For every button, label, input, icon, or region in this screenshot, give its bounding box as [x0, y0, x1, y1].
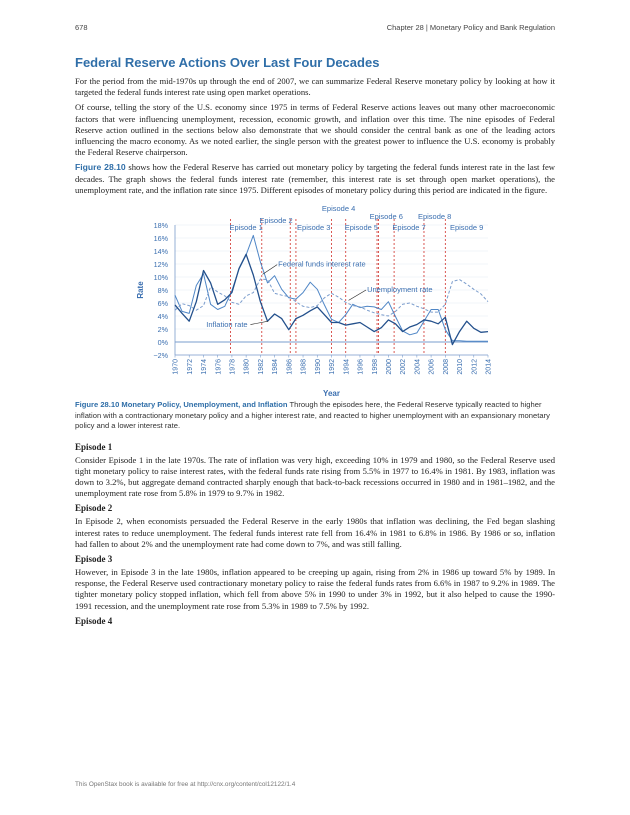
- y-tick-label: 2%: [157, 324, 168, 334]
- caption-label: Figure 28.10 Monetary Policy, Unemployment, and Inflation: [75, 400, 288, 410]
- x-tick-label: 2014: [485, 359, 493, 375]
- content: [75, 55, 555, 629]
- y-tick-label: 6%: [157, 298, 168, 308]
- x-tick-label: 1988: [300, 359, 308, 375]
- x-tick-label: 2010: [457, 359, 465, 375]
- y-tick-label: 10%: [153, 272, 168, 282]
- figure-intro-paragraph: [75, 162, 555, 196]
- figure-reference-link[interactable]: Figure 28.10: [75, 162, 126, 173]
- episode-label: Episode 1: [229, 223, 263, 233]
- episode-label: Episode 5: [344, 223, 379, 233]
- episode-paragraph: However, in Episode 3 in the late 1980s, inflation appeared to be creeping up again, rising from 2% in 1986 up toward 5% by 1989. In response, the Federal Reserve used contractionary monetary policy to raise the federal funds rates from 6.6% in 1987 to 9.2% in 1989. The tighter monetary policy stopped inflation, which fell from above 5% in 1990 to under 3% in 1992, but it also helped to cause the 1990-1991 recession, and the unemployment rate rose from 5.3% in 1989 to 7.5% by 1992.: [75, 566, 555, 611]
- y-tick-label: 14%: [153, 246, 168, 256]
- x-tick-label: 2000: [386, 359, 394, 375]
- x-tick-label: 2004: [414, 359, 422, 375]
- chapter-header: Chapter 28 | Monetary Policy and Bank Regulation: [386, 23, 555, 32]
- y-tick-label: −2%: [153, 350, 168, 360]
- episode-heading: Episode 2: [75, 503, 113, 514]
- x-tick-label: 1972: [186, 359, 194, 375]
- x-tick-label: 1992: [329, 359, 337, 375]
- episode-heading: Episode 1: [75, 441, 113, 452]
- chart: [75, 200, 555, 400]
- y-tick-label: 8%: [157, 285, 168, 295]
- series-label: Unemployment rate: [367, 284, 433, 294]
- intro-paragraph-1: For the period from the mid-1970s up through the end of 2007, we can summarize Federal Reserve monetary policy by looking at how it targeted the federal funds interest rate using open market operations.: [75, 76, 555, 98]
- x-tick-label: 1990: [314, 359, 322, 375]
- episode-label: Episode 6: [369, 212, 403, 222]
- episode-label: Episode 7: [392, 223, 426, 233]
- episode-label: Episode 9: [449, 223, 484, 233]
- x-axis-title: Year: [323, 389, 340, 399]
- y-tick-label: 16%: [153, 233, 168, 243]
- y-tick-label: 12%: [153, 259, 168, 269]
- caption-text: Through the episodes here, the Federal Reserve typically reacted to higher inflation with a contractionary monetary policy and a higher interest rate, and reacted to higher unemployment with an expansionary monetary policy and a lower interest rate.: [75, 400, 550, 431]
- x-tick-label: 1986: [286, 359, 294, 375]
- x-tick-label: 1970: [172, 359, 180, 375]
- x-tick-label: 1994: [343, 359, 351, 375]
- x-tick-label: 1996: [357, 359, 365, 375]
- x-tick-label: 2012: [471, 359, 479, 375]
- series-label-leader: [262, 265, 277, 275]
- x-tick-label: 2002: [400, 359, 408, 375]
- episode-label: Episode 2: [259, 216, 293, 226]
- episode-heading: Episode 4: [75, 615, 113, 626]
- series-label-leader: [349, 290, 366, 300]
- figure-intro-text: shows how the Federal Reserve has carried out monetary policy by targeting the federal funds interest rate in the last few decades. The graph shows the federal funds interest rate (remember, this interest rate is set through open market operations), the unemployment rate, and the inflation rate since 1975. Different episodes of monetary policy during this period are indicated in the figure.: [75, 162, 555, 195]
- footer: This OpenStax book is available for free at http://cnx.org/content/col12122/1.4: [75, 781, 296, 788]
- y-tick-label: 4%: [157, 311, 168, 321]
- x-tick-label: 1976: [215, 359, 223, 375]
- figure-28-10: [75, 200, 555, 400]
- episodes-section: [75, 442, 555, 626]
- x-tick-label: 1984: [272, 359, 280, 375]
- x-tick-label: 1998: [371, 359, 379, 375]
- x-tick-label: 1980: [243, 359, 251, 375]
- y-axis-title: Rate: [136, 281, 145, 299]
- episode-label: Episode 4: [321, 204, 356, 214]
- y-tick-label: 0%: [157, 337, 168, 347]
- episode-label: Episode 8: [417, 212, 452, 222]
- episode-paragraph: In Episode 2, when economists persuaded the Federal Reserve in the early 1980s that inflation was declining, the Fed began slashing interest rates to reduce unemployment. The federal funds interest rate fell from 16.4% in 1981 to 6.8% in 1986. By 1986 or so, inflation had fallen to about 2% and the unemployment rate had come down to 7%, and was still falling.: [75, 516, 555, 549]
- y-tick-label: 18%: [153, 220, 168, 230]
- series-label: Federal funds interest rate: [278, 259, 366, 269]
- x-tick-label: 1978: [229, 359, 237, 375]
- x-tick-label: 1982: [257, 359, 265, 375]
- section-title: Federal Reserve Actions Over Last Four Decades: [75, 55, 380, 70]
- series-label-leader: [250, 321, 268, 324]
- series-label: Inflation rate: [206, 320, 248, 330]
- x-tick-label: 2008: [442, 359, 450, 375]
- episode-paragraph: Consider Episode 1 in the late 1970s. The rate of inflation was very high, exceeding 10% in 1979 and 1980, so the Federal Reserve used tight monetary policy to raise interest rates, with the federal funds rate rising from 5.5% in 1977 to 16.4% in 1981. By 1983, inflation was down to 3.2%, but aggregate demand contracted sharply enough that back-to-back recessions occurred in 1980 and in 1981–1982, and the unemployment rate rose from 5.8% in 1979 to 9.7% in 1982.: [75, 454, 555, 499]
- intro-paragraph-2: Of course, telling the story of the U.S. economy since 1975 in terms of Federal Reserve actions leaves out many other macroeconomic factors that were influencing unemployment, recession, economic growth, and inflation over this time. The nine episodes of Federal Reserve action outlined in the sections below also demonstrate that we should consider the central bank as one of the leading actors influencing the macro economy. As we noted earlier, the single person with the greatest power to influence the U.S. economy is probably the Federal Reserve chairperson.: [75, 102, 555, 158]
- figure-caption: [75, 400, 555, 432]
- x-tick-label: 2006: [428, 359, 436, 375]
- page-number: 678: [75, 23, 88, 32]
- x-tick-label: 1974: [201, 359, 209, 375]
- episode-heading: Episode 3: [75, 553, 113, 564]
- episode-label: Episode 3: [297, 223, 331, 233]
